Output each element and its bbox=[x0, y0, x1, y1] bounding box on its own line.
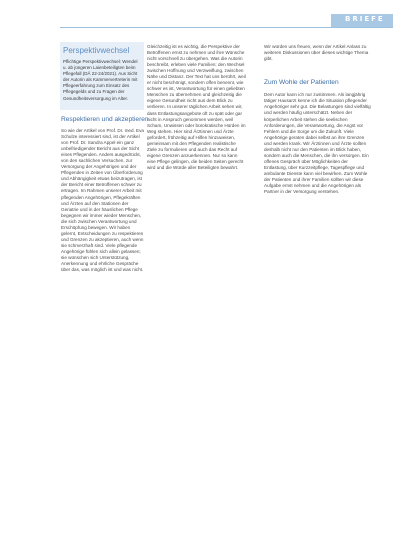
section-label: BRIEFE bbox=[345, 15, 385, 23]
column-1-body: So wie der Artikel von Prof. Dr. med. Eva Schulze interessiert sind, ist der Artikel von Prof. Dr. Sandra Appel ein ganz unbefriedigender Bericht aus der Sicht eines Pflegenden. Anders ausgedrückt, von den sachlichen Versuchen, zur Versorgung der Angehörigen und der Pflegenden in Zeiten von Überforderung und Abhängigkeit etwas beizutragen, ist der Bericht einer Betroffenen schwer zu ertragen. Im Rahmen unserer Arbeit mit pflegenden Angehörigen, Pflegekräften und Ärzten auf den Stationen der Geriatrie und in der häuslichen Pflege begegnen wir immer wieder Menschen, die sich zwischen Verantwortung und Erschöpfung bewegen. Wir haben gelernt, Entscheidungen zu respektieren und Grenzen zu akzeptieren, auch wenn sie schmerzhaft sind. Viele pflegende Angehörige fühlen sich allein gelassen; sie wünschen sich Unterstützung, Anerkennung und ehrliche Gespräche über das, was möglich ist und was nicht. bbox=[61, 128, 144, 273]
column-3-body: Dem Autor kann ich nur zustimmen. Als langjährig tätiger Hausarzt kenne ich die Situation pflegender Angehöriger sehr gut. Die Belastungen sind vielfältig und werden häufig unterschätzt. Neben der körperlichen Arbeit stehen die seelischen Anforderungen, die Verantwortung, die Angst vor Fehlern und die Sorge um die Zukunft. Viele Angehörige geraten dabei selbst an ihre Grenzen und werden krank. Wir Ärztinnen und Ärzte sollten deshalb nicht nur den Patienten im Blick haben, sondern auch die Menschen, die ihn versorgen. Ein offenes Gespräch über Möglichkeiten der Entlastung, über Kurzzeitpflege, Tagespflege und ambulante Dienste kann viel bewirken. Zum Wohle der Patienten und ihrer Familien sollten wir diese Aufgabe ernst nehmen und die Angehörigen als Partner in der Versorgung verstehen. bbox=[264, 92, 371, 195]
column-3 bbox=[264, 44, 372, 195]
column-2-body: Gleichzeitig ist es wichtig, die Perspektive der Betroffenen ernst zu nehmen und ihre Wünsche nicht vorschnell zu übergehen. Was die Autorin beschreibt, erleben viele Familien: den Wechsel zwischen Hoffnung und Verzweiflung, zwischen Nähe und Distanz. Der Text hat uns berührt, weil er nicht beschönigt, sondern offen benennt, wie schwer es ist, Verantwortung für einen geliebten Menschen zu übernehmen und gleichzeitig die eigene Gesundheit nicht aus dem Blick zu verlieren. In unserer täglichen Arbeit sehen wir, dass Entlastungsangebote oft zu spät oder gar nicht in Anspruch genommen werden, weil Scham, Unwissen oder bürokratische Hürden im Weg stehen. Hier sind Ärztinnen und Ärzte gefordert, frühzeitig auf Hilfen hinzuweisen, gemeinsam mit den Pflegenden realistische Ziele zu formulieren und auch das Recht auf eigene Grenzen anzuerkennen. Nur so kann eine Pflege gelingen, die beiden Seiten gerecht wird und die Würde aller Beteiligten bewahrt. bbox=[147, 44, 246, 170]
column-1-heading: Respektieren und akzeptieren bbox=[61, 116, 149, 123]
box-text: Pflichtige Perspektivwechsel: Wendel u. ab jüngeren Laienbeteiligten beim Pflegefall (DÄ 22-24/2021). Aus Sicht der Autorin als Kammervertreterin mit Pflegeerfahrung zum Einsatz des Pflegegelds und zu Fragen der Gesundheitsversorgung im Alter. bbox=[63, 59, 138, 101]
column-3-intro: Wir würden uns freuen, wenn der Artikel Anlass zu weiteren Diskussionen über dieses wichtige Thema gibt. bbox=[264, 44, 369, 62]
column-3-heading: Zum Wohle der Patienten bbox=[264, 79, 339, 87]
highlight-box bbox=[60, 42, 144, 110]
top-rule bbox=[60, 27, 393, 28]
column-2 bbox=[147, 44, 249, 171]
box-title: Perspektivwechsel bbox=[63, 46, 130, 55]
